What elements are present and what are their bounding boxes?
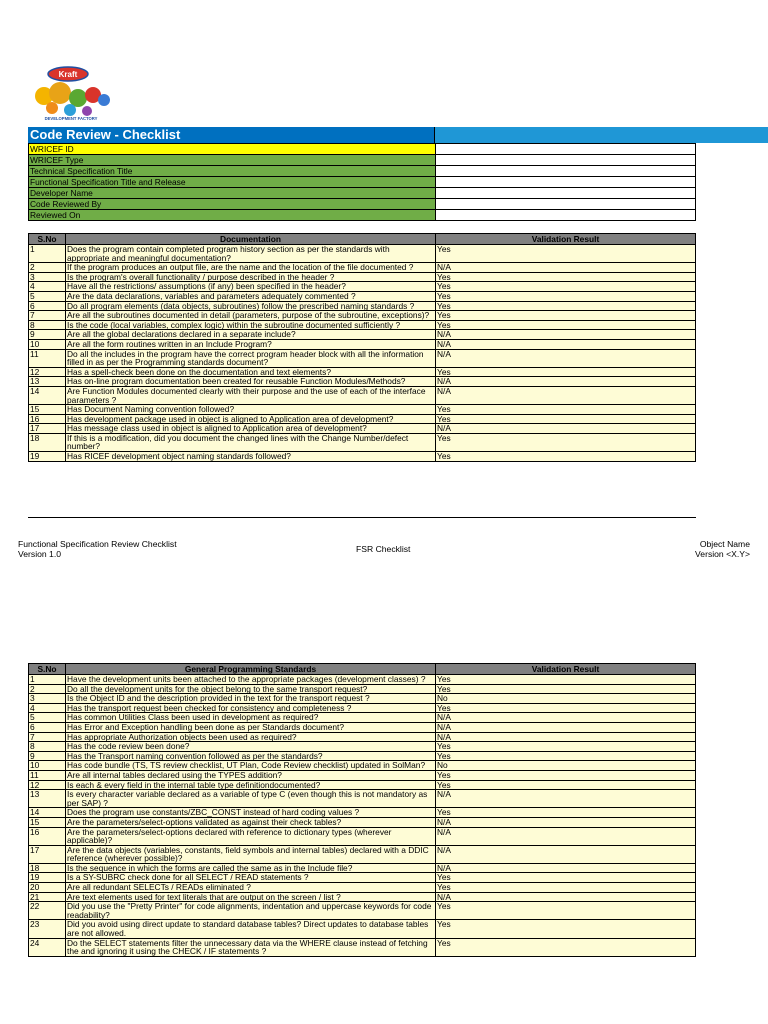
meta-label: WRICEF ID <box>29 144 436 155</box>
table-row <box>29 320 696 330</box>
row-number: 5 <box>29 713 66 723</box>
table-header-row <box>29 664 696 675</box>
logo-brand: Kraft <box>58 70 78 79</box>
checklist-question: Is the program's overall functionality / purpose described in the header ? <box>66 272 436 282</box>
checklist-question: Do the SELECT statements filter the unnecessary data via the WHERE clause instead of fetching the and ignoring it using the CHECK / IF statements ? <box>66 938 436 956</box>
table-row <box>29 920 696 938</box>
row-number: 15 <box>29 405 66 415</box>
footer-doc-title: Functional Specification Review Checklist <box>18 539 177 549</box>
meta-value-cell[interactable] <box>436 199 696 210</box>
table-row <box>29 339 696 349</box>
table-row <box>29 291 696 301</box>
meta-row <box>29 144 696 155</box>
meta-label: Reviewed On <box>29 210 436 221</box>
checklist-question: Did you avoid using direct update to standard database tables? Direct updates to database tables are not allowed. <box>66 920 436 938</box>
validation-result[interactable]: N/A <box>436 377 696 387</box>
row-number: 4 <box>29 703 66 713</box>
validation-result[interactable]: Yes <box>436 282 696 292</box>
row-number: 8 <box>29 320 66 330</box>
validation-result[interactable]: Yes <box>436 873 696 883</box>
meta-value-cell[interactable] <box>436 166 696 177</box>
meta-row <box>29 188 696 199</box>
validation-result[interactable]: N/A <box>436 732 696 742</box>
validation-result[interactable]: N/A <box>436 263 696 273</box>
footer-object-name: Object Name <box>699 539 750 549</box>
table-row <box>29 827 696 845</box>
row-number: 16 <box>29 827 66 845</box>
row-number: 16 <box>29 414 66 424</box>
validation-result[interactable]: Yes <box>436 452 696 462</box>
table-row <box>29 732 696 742</box>
validation-result[interactable]: N/A <box>436 424 696 434</box>
table-row <box>29 761 696 771</box>
checklist-question: Has the transport request been checked for consistency and completeness ? <box>66 703 436 713</box>
row-number: 12 <box>29 367 66 377</box>
checklist-question: Has RICEF development object naming standards followed? <box>66 452 436 462</box>
table-row <box>29 790 696 808</box>
table-row <box>29 703 696 713</box>
logo-tagline: DEVELOPMENT FACTORY <box>44 116 98 121</box>
row-number: 8 <box>29 742 66 752</box>
validation-result[interactable]: Yes <box>436 311 696 321</box>
column-header: Documentation <box>66 234 436 245</box>
checklist-question: If the program produces an output file, are the name and the location of the file documented ? <box>66 263 436 273</box>
row-number: 10 <box>29 339 66 349</box>
table-row <box>29 713 696 723</box>
validation-result[interactable]: Yes <box>436 675 696 685</box>
row-number: 4 <box>29 282 66 292</box>
validation-result[interactable]: N/A <box>436 349 696 367</box>
validation-result[interactable]: N/A <box>436 892 696 902</box>
checklist-question: Are all internal tables declared using the TYPES addition? <box>66 770 436 780</box>
table-row <box>29 377 696 387</box>
row-number: 6 <box>29 301 66 311</box>
table-row <box>29 367 696 377</box>
row-number: 13 <box>29 377 66 387</box>
validation-result[interactable]: N/A <box>436 330 696 340</box>
row-number: 7 <box>29 311 66 321</box>
page-title: Code Review - Checklist <box>28 127 435 143</box>
table-row <box>29 282 696 292</box>
row-number: 14 <box>29 808 66 818</box>
checklist-question: Did you use the "Pretty Printer" for code alignments, indentation and uppercase keywords for code readability? <box>66 902 436 920</box>
validation-result[interactable]: Yes <box>436 938 696 956</box>
validation-result[interactable]: No <box>436 761 696 771</box>
checklist-question: Is each & every field in the internal table type definitiondocumented? <box>66 780 436 790</box>
table-row <box>29 452 696 462</box>
table-row <box>29 675 696 685</box>
checklist-question: Does the program use constants/ZBC_CONST instead of hard coding values ? <box>66 808 436 818</box>
row-number: 1 <box>29 675 66 685</box>
checklist-question: If this is a modification, did you document the changed lines with the Change Number/defect number? <box>66 433 436 451</box>
checklist-question: Are all the global declarations declared in a separate include? <box>66 330 436 340</box>
row-number: 5 <box>29 291 66 301</box>
validation-result[interactable]: Yes <box>436 272 696 282</box>
validation-result[interactable]: Yes <box>436 751 696 761</box>
table-header-row <box>29 234 696 245</box>
meta-row <box>29 177 696 188</box>
table-row <box>29 780 696 790</box>
table-row <box>29 817 696 827</box>
table-row <box>29 751 696 761</box>
checklist-question: Has common Utilities Class been used in development as required? <box>66 713 436 723</box>
table-row <box>29 311 696 321</box>
table-row <box>29 330 696 340</box>
programming-standards-table <box>28 663 696 957</box>
checklist-question: Has message class used in object is aligned to Application area of development? <box>66 424 436 434</box>
validation-result[interactable]: Yes <box>436 808 696 818</box>
checklist-question: Do all program elements (data objects, subroutines) follow the prescribed naming standards ? <box>66 301 436 311</box>
row-number: 23 <box>29 920 66 938</box>
table-row <box>29 892 696 902</box>
meta-label: WRICEF Type <box>29 155 436 166</box>
table-row <box>29 424 696 434</box>
checklist-question: Is the Object ID and the description provided in the text for the transport request ? <box>66 694 436 704</box>
meta-label: Developer Name <box>29 188 436 199</box>
meta-label: Technical Specification Title <box>29 166 436 177</box>
table-row <box>29 845 696 863</box>
footer-left <box>18 539 177 559</box>
checklist-question: Has appropriate Authorization objects been used as required? <box>66 732 436 742</box>
validation-result[interactable]: Yes <box>436 433 696 451</box>
row-number: 7 <box>29 732 66 742</box>
meta-value-cell[interactable] <box>436 144 696 155</box>
checklist-question: Has code bundle (TS, TS review checklist, UT Plan, Code Review checklist) updated in SolMan? <box>66 761 436 771</box>
meta-value-cell[interactable] <box>436 177 696 188</box>
table-row <box>29 349 696 367</box>
checklist-question: Are the data declarations, variables and parameters adequately commented ? <box>66 291 436 301</box>
checklist-question: Is every character variable declared as a variable of type C (even though this is not mandatory as per SAP) ? <box>66 790 436 808</box>
row-number: 6 <box>29 722 66 732</box>
checklist-question: Is the code (local variables, complex logic) within the subroutine documented sufficiently ? <box>66 320 436 330</box>
validation-result[interactable]: Yes <box>436 405 696 415</box>
row-number: 13 <box>29 790 66 808</box>
checklist-question: Do all the includes in the program have the correct program header block with all the information filled in as per the Programming standards document? <box>66 349 436 367</box>
documentation-table <box>28 233 696 462</box>
checklist-question: Are all the form routines written in an Include Program? <box>66 339 436 349</box>
validation-result[interactable]: Yes <box>436 301 696 311</box>
footer-divider <box>28 517 696 518</box>
row-number: 17 <box>29 845 66 863</box>
checklist-question: Have all the restrictions/ assumptions (if any) been specified in the header? <box>66 282 436 292</box>
column-header: Validation Result <box>436 234 696 245</box>
footer-object-version: Version <X.Y> <box>695 549 750 559</box>
table-row <box>29 301 696 311</box>
footer-version: Version 1.0 <box>18 549 61 559</box>
checklist-question: Has on-line program documentation been created for reusable Function Modules/Methods? <box>66 377 436 387</box>
validation-result[interactable]: Yes <box>436 367 696 377</box>
table-row <box>29 263 696 273</box>
table-row <box>29 902 696 920</box>
row-number: 18 <box>29 433 66 451</box>
checklist-question: Has the code review been done? <box>66 742 436 752</box>
row-number: 2 <box>29 263 66 273</box>
table-row <box>29 938 696 956</box>
validation-result[interactable]: N/A <box>436 827 696 845</box>
table-row <box>29 722 696 732</box>
validation-result[interactable]: N/A <box>436 722 696 732</box>
validation-result[interactable]: Yes <box>436 291 696 301</box>
row-number: 18 <box>29 863 66 873</box>
validation-result[interactable]: Yes <box>436 684 696 694</box>
meta-row <box>29 155 696 166</box>
table-row <box>29 808 696 818</box>
checklist-question: Has Error and Exception handling been done as per Standards document? <box>66 722 436 732</box>
checklist-question: Do all the development units for the object belong to the same transport request? <box>66 684 436 694</box>
table-row <box>29 883 696 893</box>
meta-row <box>29 199 696 210</box>
validation-result[interactable]: Yes <box>436 245 696 263</box>
checklist-question: Are all the subroutines documented in detail (parameters, purpose of the subroutine, exceptions)? <box>66 311 436 321</box>
meta-value-cell[interactable] <box>436 188 696 199</box>
metadata-table <box>28 143 696 221</box>
row-number: 12 <box>29 780 66 790</box>
row-number: 17 <box>29 424 66 434</box>
row-number: 21 <box>29 892 66 902</box>
checklist-question: Has development package used in object is aligned to Application area of development? <box>66 414 436 424</box>
row-number: 19 <box>29 452 66 462</box>
checklist-question: Have the development units been attached to the appropriate packages (development classes) ? <box>66 675 436 685</box>
table-row <box>29 873 696 883</box>
validation-result[interactable]: N/A <box>436 713 696 723</box>
table-row <box>29 386 696 404</box>
meta-row <box>29 166 696 177</box>
column-header: General Programming Standards <box>66 664 436 675</box>
validation-result[interactable]: Yes <box>436 320 696 330</box>
column-header: S.No <box>29 234 66 245</box>
validation-result[interactable]: N/A <box>436 817 696 827</box>
meta-value-cell[interactable] <box>436 210 696 221</box>
validation-result[interactable]: Yes <box>436 902 696 920</box>
title-bar-extension <box>435 127 768 143</box>
table-row <box>29 770 696 780</box>
checklist-question: Is the sequence in which the forms are called the same as in the Include file? <box>66 863 436 873</box>
column-header: S.No <box>29 664 66 675</box>
row-number: 24 <box>29 938 66 956</box>
column-header: Validation Result <box>436 664 696 675</box>
row-number: 11 <box>29 349 66 367</box>
row-number: 15 <box>29 817 66 827</box>
table-row <box>29 684 696 694</box>
row-number: 2 <box>29 684 66 694</box>
checklist-question: Is a SY-SUBRC check done for all SELECT / READ statements ? <box>66 873 436 883</box>
footer-right <box>695 539 750 559</box>
row-number: 19 <box>29 873 66 883</box>
row-number: 20 <box>29 883 66 893</box>
table-row <box>29 433 696 451</box>
checklist-question: Are text elements used for text literals that are output on the screen / list ? <box>66 892 436 902</box>
checklist-question: Has a spell-check been done on the documentation and text elements? <box>66 367 436 377</box>
validation-result[interactable]: Yes <box>436 414 696 424</box>
row-number: 3 <box>29 694 66 704</box>
validation-result[interactable]: Yes <box>436 780 696 790</box>
validation-result[interactable]: N/A <box>436 386 696 404</box>
meta-value-cell[interactable] <box>436 155 696 166</box>
validation-result[interactable]: Yes <box>436 770 696 780</box>
checklist-question: Has Document Naming convention followed? <box>66 405 436 415</box>
table-row <box>29 694 696 704</box>
meta-row <box>29 210 696 221</box>
checklist-question: Are the parameters/select-options declared with reference to dictionary types (wherever applicable)? <box>66 827 436 845</box>
table-row <box>29 863 696 873</box>
row-number: 11 <box>29 770 66 780</box>
checklist-question: Are Function Modules documented clearly with their purpose and the use of each of the interface parameters ? <box>66 386 436 404</box>
validation-result[interactable]: Yes <box>436 920 696 938</box>
validation-result[interactable]: Yes <box>436 742 696 752</box>
meta-label: Functional Specification Title and Release <box>29 177 436 188</box>
row-number: 22 <box>29 902 66 920</box>
row-number: 14 <box>29 386 66 404</box>
checklist-question: Does the program contain completed program history section as per the standards with appropriate and meaningful documentation? <box>66 245 436 263</box>
footer-center: FSR Checklist <box>356 544 411 554</box>
validation-result[interactable]: Yes <box>436 883 696 893</box>
table-row <box>29 414 696 424</box>
table-row <box>29 742 696 752</box>
validation-result[interactable]: No <box>436 694 696 704</box>
checklist-question: Has the Transport naming convention followed as per the standards? <box>66 751 436 761</box>
validation-result[interactable]: Yes <box>436 703 696 713</box>
validation-result[interactable]: N/A <box>436 790 696 808</box>
checklist-title-bar <box>28 127 768 143</box>
meta-label: Code Reviewed By <box>29 199 436 210</box>
table-row <box>29 405 696 415</box>
row-number: 9 <box>29 330 66 340</box>
row-number: 9 <box>29 751 66 761</box>
row-number: 3 <box>29 272 66 282</box>
table-row <box>29 272 696 282</box>
validation-result[interactable]: N/A <box>436 863 696 873</box>
table-row <box>29 245 696 263</box>
validation-result[interactable]: N/A <box>436 339 696 349</box>
row-number: 10 <box>29 761 66 771</box>
checklist-question: Are the parameters/select-options validated as against their check tables? <box>66 817 436 827</box>
row-number: 1 <box>29 245 66 263</box>
checklist-question: Are all redundant SELECTs / READs eliminated ? <box>66 883 436 893</box>
checklist-question: Are the data objects (variables, constants, field symbols and internal tables) declared with a DDIC reference (wherever possible)? <box>66 845 436 863</box>
validation-result[interactable]: N/A <box>436 845 696 863</box>
kraft-development-factory-logo <box>30 66 112 122</box>
